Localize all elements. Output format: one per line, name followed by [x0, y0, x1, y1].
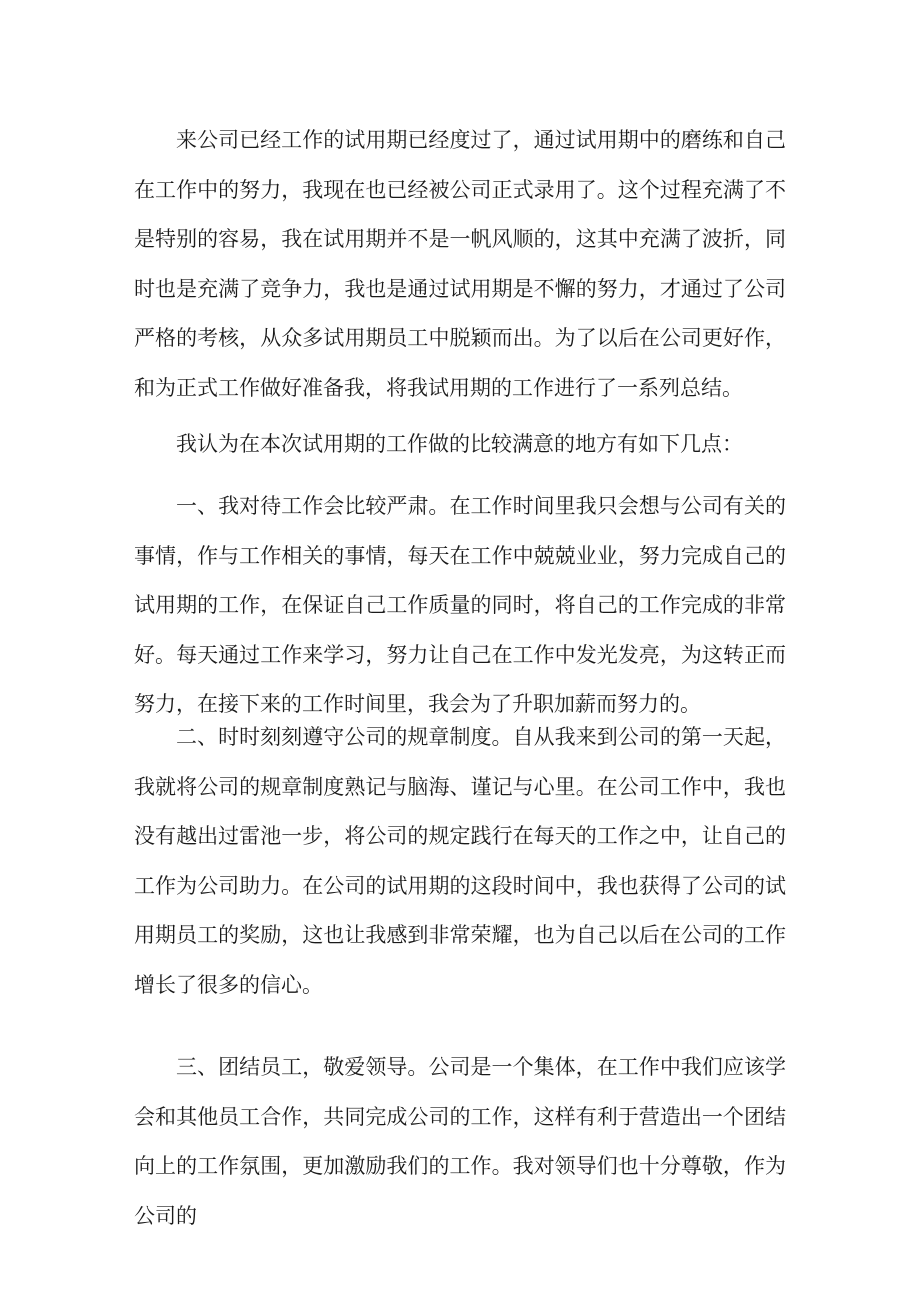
paragraph-point-one: 一、我对待工作会比较严肃。在工作时间里我只会想与公司有关的事情，作与工作相关的事情，每天在工作中兢兢业业，努力完成自己的试用期的工作，在保证自己工作质量的同时，将自己的工作完成的非常好。每天通过工作来学习，努力让自己在工作中发光发亮，为这转正而努力，在接下来的工作时间里，我会为了升职加薪而努力的。	[134, 494, 786, 716]
paragraph-summary-lead: 我认为在本次试用期的工作做的比较满意的地方有如下几点：	[176, 432, 743, 456]
paragraph-intro: 来公司已经工作的试用期已经度过了，通过试用期中的磨练和自己在工作中的努力，我现在也已经被公司正式录用了。这个过程充满了不是特别的容易，我在试用期并不是一帆风顺的，这其中充满了波折，同时也是充满了竞争力，我也是通过试用期是不懈的努力，才通过了公司严格的考核，从众多试用期员工中脱颖而出。为了以后在公司更好作，和为正式工作做好准备我，将我试用期的工作进行了一系列总结。	[134, 128, 786, 400]
paragraph-point-three: 三、团结员工，敬爱领导。公司是一个集体，在工作中我们应该学会和其他员工合作，共同完成公司的工作，这样有利于营造出一个团结向上的工作氛围，更加激励我们的工作。我对领导们也十分尊敬，作为公司的	[134, 1055, 786, 1228]
paragraph-point-two: 二、时时刻刻遵守公司的规章制度。自从我来到公司的第一天起，我就将公司的规章制度熟记与脑海、谨记与心里。在公司工作中，我也没有越出过雷池一步，将公司的规定践行在每天的工作之中，让自己的工作为公司助力。在公司的试用期的这段时间中，我也获得了公司的试用期员工的奖励，这也让我感到非常荣耀，也为自己以后在公司的工作增长了很多的信心。	[134, 725, 786, 997]
